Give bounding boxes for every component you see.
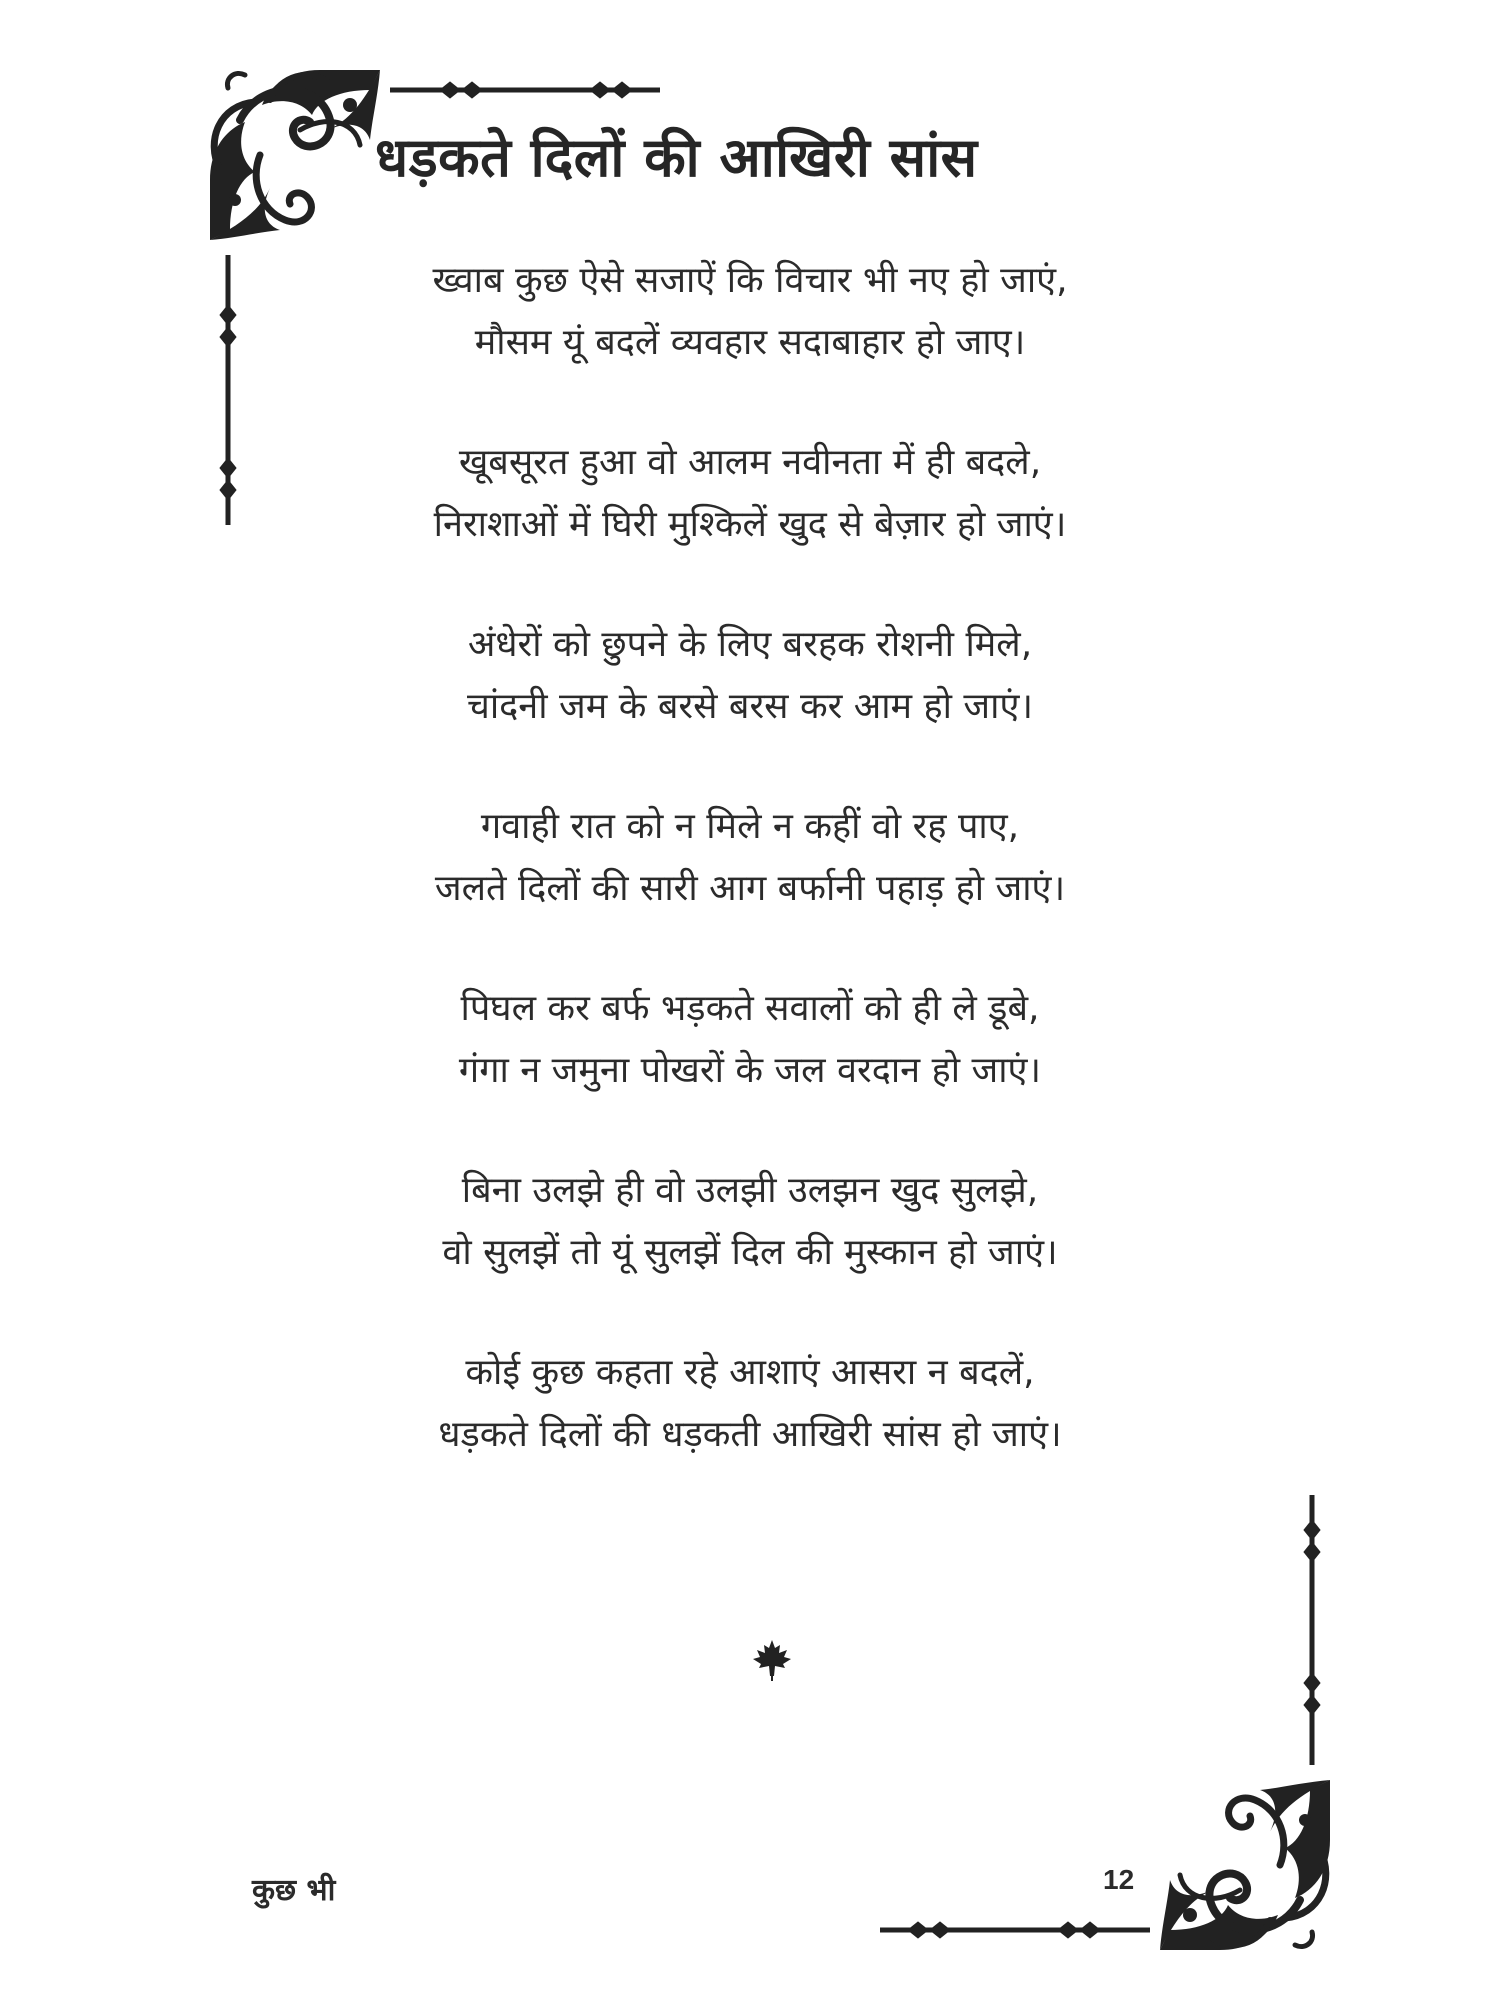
stanza	[330, 796, 1170, 920]
poem-line: खूबसूरत हुआ वो आलम नवीनता में ही बदले,	[458, 442, 1042, 483]
poem-line: गंगा न जमुना पोखरों के जल वरदान हो जाएं।	[458, 1050, 1042, 1091]
poem-line: बिना उलझे ही वो उलझी उलझन खुद सुलझे,	[461, 1170, 1039, 1211]
poem-line: वो सुलझें तो यूं सुलझें दिल की मुस्कान हो जाएं।	[442, 1232, 1058, 1273]
poem-line: अंधेरों को छुपने के लिए बरहक रोशनी मिले,	[467, 624, 1033, 665]
stanza	[330, 432, 1170, 556]
stanza	[330, 614, 1170, 738]
poem-title: धड़कते दिलों की आखिरी सांस	[375, 126, 978, 189]
poem-line: मौसम यूं बदलें व्यवहार सदाबाहार हो जाए।	[474, 322, 1026, 363]
stanza	[330, 978, 1170, 1102]
poem-line: निराशाओं में घिरी मुश्किलें खुद से बेज़ार हो जाएं।	[433, 504, 1067, 545]
stanza	[330, 1160, 1170, 1284]
poem-line: ख्वाब कुछ ऐसे सजाऐं कि विचार भी नए हो जाएं,	[432, 260, 1068, 301]
poem-line: पिघल कर बर्फ भड़कते सवालों को ही ले डूबे,	[460, 988, 1040, 1029]
poem-line: गवाही रात को न मिले न कहीं वो रह पाए,	[480, 806, 1020, 847]
poem-line: जलते दिलों की सारी आग बर्फानी पहाड़ हो जाएं।	[434, 868, 1066, 909]
poem-line: कोई कुछ कहता रहे आशाएं आसरा न बदलें,	[465, 1352, 1035, 1393]
page-number: 12	[1103, 1864, 1135, 1895]
stanza	[330, 1342, 1170, 1466]
poem-body	[330, 250, 1170, 1524]
corner-ornament-bottom-right-icon	[860, 1480, 1340, 1960]
footer-book-title: कुछ भी	[252, 1873, 336, 1908]
poem-line: धड़कते दिलों की धड़कती आखिरी सांस हो जाएं।	[438, 1414, 1062, 1455]
maple-leaf-icon	[750, 1638, 794, 1682]
stanza	[330, 250, 1170, 374]
poem-line: चांदनी जम के बरसे बरस कर आम हो जाएं।	[467, 686, 1033, 727]
